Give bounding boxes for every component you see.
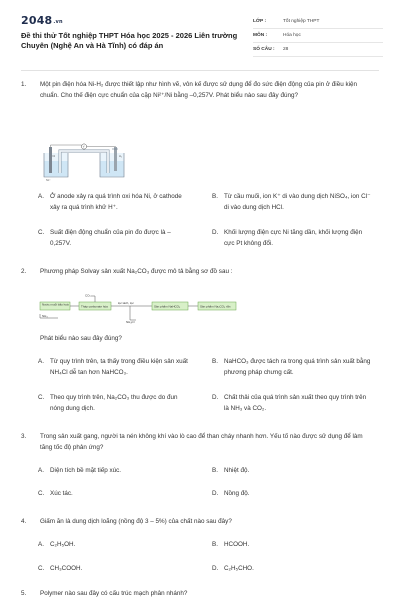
diagram-na2co3: Sản phẩm Na₂CO₃ rắn [200,304,231,309]
diagram-brine: Nước muối bão hoà [42,302,69,307]
option-text: Nhiệt độ. [224,467,250,474]
option-letter: B. [212,193,218,200]
figure-label-ni: Ni [52,155,55,158]
question-number: 3. [21,433,27,440]
meta-value: Tốt nghiệp THPT [283,19,320,24]
figure-label-h2: H₂ [119,155,122,158]
meta-row-count [253,43,383,57]
question-2-subtext [21,334,379,346]
diagram-nh4cl: NH₄Cl [126,320,135,324]
option-letter: A. [38,358,44,365]
question-4 [21,517,379,529]
option-text: C₂H₅OH. [50,541,76,548]
option-text: Từ cầu muối, ion K⁺ di vào dung dịch NiSO₄, ion Cl⁻ di vào dung dịch HCl. [224,193,371,211]
figure-label-ni-ion: Ni²⁺ [46,179,51,182]
option-letter: A. [38,541,44,548]
question-number: 1. [21,81,27,88]
option-text: Suất điện động chuẩn của pin đo được là –0,257V. [50,229,171,247]
option-letter: D. [212,565,219,572]
diagram-co2: CO₂ [85,293,91,298]
option-text: CH₃COOH. [50,565,83,572]
option-letter: B. [212,541,218,548]
option-letter: B. [212,358,218,365]
meta-row-subject [253,29,383,43]
option-letter: D. [212,394,219,401]
header-divider [21,70,379,71]
option-text: HCOOH. [224,541,250,548]
question-text: Polymer nào sau đây có cấu trúc mạch phân nhánh? [40,590,188,597]
logo-suffix: .vn [53,19,63,25]
logo-text: 2048 [21,14,53,27]
option-letter: D. [212,229,219,236]
option-letter: B. [212,467,218,474]
meta-row-class [253,15,383,29]
meta-key: MÔN : [253,33,268,38]
question-5 [21,589,379,600]
option-letter: D. [212,490,219,497]
question-3 [21,432,379,456]
meta-value: 28 [283,47,289,52]
option-text: Từ quy trình trên, ta thấy trong điều kiện sản xuất NH₄Cl dễ tan hơn NaHCO₃. [50,358,188,376]
option-text: NaHCO₃ được tách ra trong quá trình sản xuất bằng phương pháp chưng cất. [224,358,371,376]
question-text: Trong sản xuất gang, người ta nén không khí vào lò cao để than cháy nhanh hơn. Yếu tố nào được sử dụng để làm tăng tốc độ phản ứng? [40,433,363,451]
question-2 [21,267,379,279]
site-logo[interactable] [21,14,63,27]
question-1 [21,80,379,114]
diagram-nahco3: Sản phẩm NaHCO₃ [154,304,181,309]
svg-text:V: V [82,145,85,149]
solvay-process-diagram [38,293,238,325]
option-text: Diện tích bề mặt tiếp xúc. [50,467,122,474]
option-text: Khối lượng điện cực Ni tăng dần, khối lượng điện cực Pt không đổi. [224,229,363,247]
meta-value: Hóa học [283,33,301,38]
exam-title: Đề thi thử Tốt nghiệp THPT Hóa học 2025 - 2026 Liên trường Chuyên (Nghệ An và Hà Tĩnh) có đáp án [21,31,238,50]
option-letter: C. [38,229,45,236]
option-text: C₂H₅CHO. [224,565,254,572]
question-number: 4. [21,518,27,525]
option-letter: C. [38,394,45,401]
diagram-tower: Tháp carbonate hóa [81,304,108,309]
option-letter: C. [38,490,45,497]
option-text: Theo quy trình trên, Na₂CO₃ thu được do đun nóng dung dịch. [50,394,178,412]
option-text: Ở anode xảy ra quá trình oxi hóa Ni, ở cathode xảy ra quá trình khử H⁺. [50,193,182,211]
option-text: Nồng độ. [224,490,250,497]
option-letter: A. [38,193,44,200]
meta-key: SỐ CÂU : [253,47,275,52]
diagram-nh3: NH₃ [42,314,48,318]
question-text: Một pin điện hóa Ni-H₂ được thiết lập như hình vẽ, vôn kế được sử dụng để đo sức điện động của pin ở điều kiện chuẩn. Cho thế điện cực chuẩn của cặp Ni²⁺/Ni bằng –0,257V. Phát biểu nào sau đây đúng? [40,81,358,99]
question-subtext: Phát biểu nào sau đây đúng? [40,335,122,342]
option-text: Xúc tác. [50,490,73,497]
question-number: 2. [21,268,27,275]
option-text: Chất thải của quá trình sản xuất theo quy trình trên là NH₃ và CO₂. [224,394,367,412]
option-letter: A. [38,467,44,474]
question-text: Giấm ăn là dung dịch loãng (nồng độ 3 – 5%) của chất nào sau đây? [40,518,232,525]
question-text: Phương pháp Solvay sản xuất Na₂CO₃ được mô tả bằng sơ đồ sau : [40,268,233,275]
option-letter: C. [38,565,45,572]
diagram-filter: lọc tách, lọc [118,301,134,305]
exam-meta-table [253,15,383,57]
question-number: 5. [21,590,27,597]
meta-key: LỚP : [253,19,267,24]
page-header [0,0,400,62]
galvanic-cell-figure [38,143,138,183]
